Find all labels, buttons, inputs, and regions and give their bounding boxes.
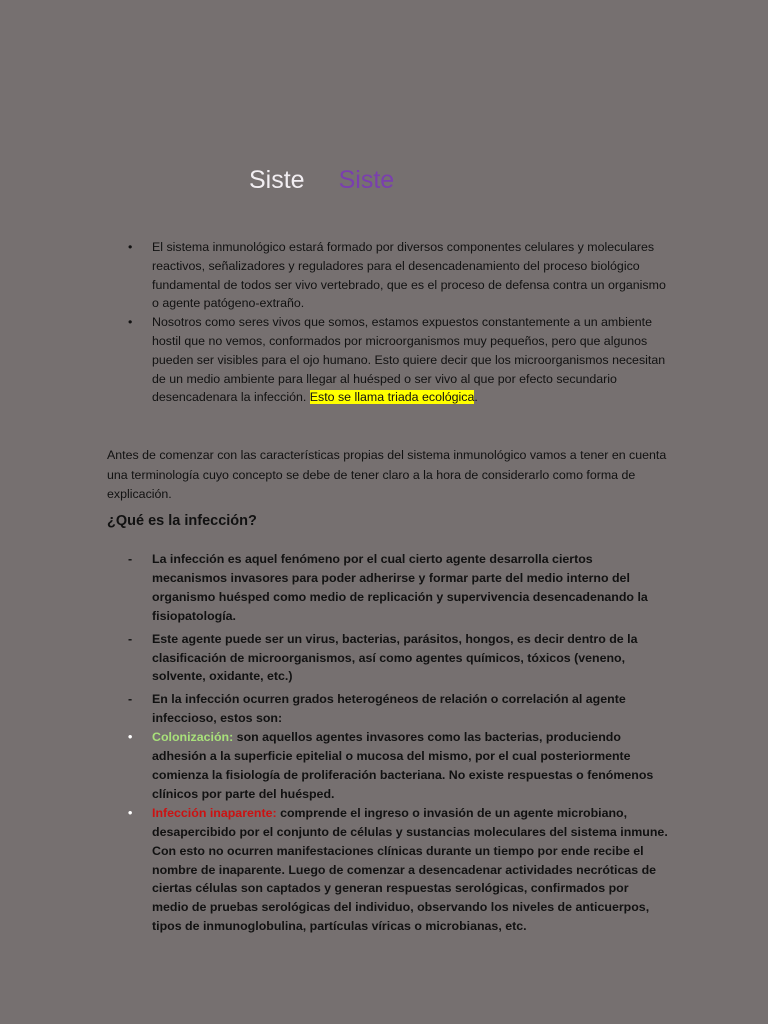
document-title xyxy=(249,166,394,195)
intro-bullet-list xyxy=(128,238,668,407)
list-item-text: En la infección ocurren grados heterogéneos de relación o correlación al agente infeccioso, estos son: xyxy=(152,692,626,726)
list-item xyxy=(128,728,668,804)
title-part-2: Siste xyxy=(338,166,395,194)
dash-icon: - xyxy=(128,552,133,566)
list-item-text: son aquellos agentes invasores como las bacterias, produciendo adhesión a la superficie epitelial o mucosa del mismo, por el cual posteriormente comienza la fisiología de proliferación bacteriana. No existe respuestas o fenómenos clínicos por parte del huésped. xyxy=(152,730,654,801)
bullet-icon: • xyxy=(128,805,133,820)
highlighted-text: Esto se llama triada ecológica xyxy=(309,390,475,405)
dash-icon: - xyxy=(128,692,133,707)
list-item xyxy=(128,630,668,687)
list-item xyxy=(128,804,668,936)
title-part-1: Siste xyxy=(249,166,305,194)
list-item xyxy=(128,690,668,728)
list-item-text: comprende el ingreso o invasión de un agente microbiano, desapercibido por el conjunto de células y sustancias moleculares del sistema inmune. Con esto no ocurren manifestaciones clínicas durante un tiempo por ende recibe el nombre de inaparente. Luego de comenzar a desencadenar actividades necróticas de ciertas células son captados y generan respuestas serológicas, confirmados por medio de pruebas serológicas del individuo, observando los niveles de anticuerpos, tipos de inmunoglobulina, partículas víricas o microbianas, etc. xyxy=(152,805,668,934)
list-item xyxy=(128,550,668,626)
term-colonizacion: Colonización: xyxy=(152,730,234,745)
bullet-text: El sistema inmunológico estará formado por diversos componentes celulares y moleculares reactivos, señalizadores y reguladores para el desencadenamiento del proceso biológico fundamental de todos ser vivo vertebrado, que es el proceso de defensa contra un organismo o agente patógeno-extraño. xyxy=(152,240,666,311)
bullet-icon: • xyxy=(128,315,133,330)
infection-list xyxy=(128,550,668,936)
list-item-text: La infección es aquel fenómeno por el cual cierto agente desarrolla ciertos mecanismos invasores para poder adherirse y formar parte del medio interno del organismo huésped como medio de replicación y supervivencia desencadenando la fisiopatología. xyxy=(152,552,648,623)
bullet-icon: • xyxy=(128,730,133,745)
list-item-text: Este agente puede ser un virus, bacterias, parásitos, hongos, es decir dentro de la clasificación de microorganismos, así como agentes químicos, tóxicos (veneno, solvente, oxidante, etc.) xyxy=(152,631,638,684)
bullet-text: Nosotros como seres vivos que somos, estamos expuestos constantemente a un ambiente hostil que no vemos, conformados por microorganismos muy pequeños, pero que algunos pueden ser visibles para el ojo humano. Esto quiere decir que los microorganismos necesitan de un medio ambiente para llegar al huésped o ser vivo al que por efecto secundario desencadenara la infección. xyxy=(152,315,666,405)
dash-icon: - xyxy=(128,631,133,646)
bullet-icon: • xyxy=(128,240,133,254)
intro-paragraph: Antes de comenzar con las características propias del sistema inmunológico vamos a tener en cuenta una terminología cuyo concepto se debe de tener claro a la hora de considerarlo como forma de explicación. xyxy=(107,448,667,501)
bullet-text-end: . xyxy=(474,390,478,405)
term-infeccion-inaparente: Infección inaparente: xyxy=(152,805,277,820)
list-item xyxy=(128,313,668,407)
list-item xyxy=(128,238,668,313)
section-heading: ¿Qué es la infección? xyxy=(107,513,257,529)
